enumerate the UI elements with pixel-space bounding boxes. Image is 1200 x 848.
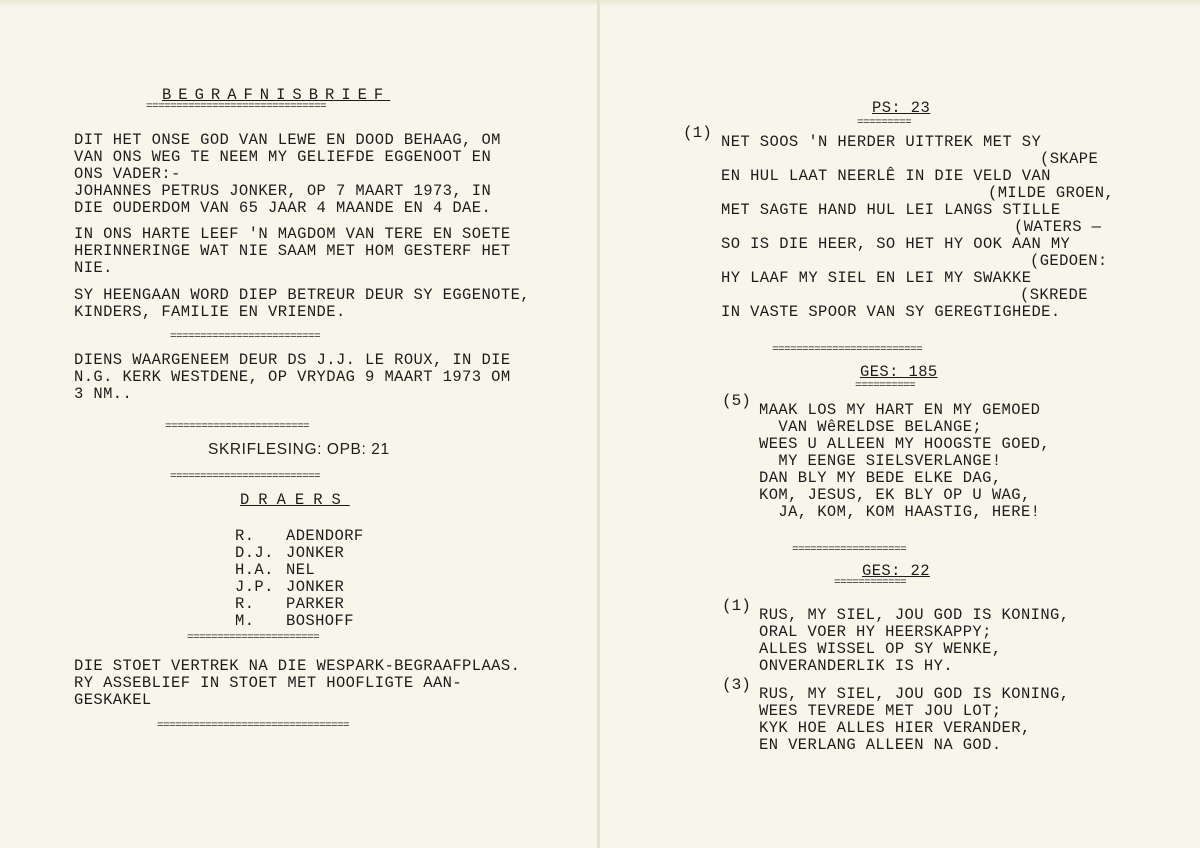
verse-line: ALLES WISSEL OP SY WENKE, [759,640,1002,658]
bearer-name: BOSHOFF [286,612,354,630]
hymn-heading: GES: 185 [860,363,938,381]
text-line: N.G. KERK WESTDENE, OP VRYDAG 9 MAART 1973 OM [74,368,511,386]
separator-rule: ====================== [187,632,320,644]
heading-rule: ========= [857,117,912,129]
hymn-heading: GES: 22 [862,562,930,580]
bearer-name: ADENDORF [286,527,364,545]
separator-rule: ======================== [165,421,310,433]
scripture-reading: SKRIFLESING: OPB: 21 [208,441,390,458]
text-line: DIENS WAARGENEEM DEUR DS J.J. LE ROUX, IN DIE [74,351,511,369]
psalm-heading: PS: 23 [872,99,931,117]
separator-rule: ========================= [772,344,923,356]
text-line: DIE OUDERDOM VAN 65 JAAR 4 MAANDE EN 4 DAE. [74,199,492,217]
bearer-initials: D.J. [235,544,274,562]
heading-rule: ========== [855,380,916,392]
bearer-name: PARKER [286,595,345,613]
verse-line: JA, KOM, KOM HAASTIG, HERE! [759,503,1041,521]
text-line: HERINNERINGE WAT NIE SAAM MET HOM GESTERF HET [74,242,511,260]
separator-rule: =================== [792,544,907,556]
verse-line: EN HUL LAAT NEERLÊ IN DIE VELD VAN [721,167,1051,185]
verse-line-continuation: (SKAPE [1040,150,1099,168]
text-line: SY HEENGAAN WORD DIEP BETREUR DEUR SY EGGENOTE, [74,286,530,304]
paper-edge-shadow [0,0,1200,6]
separator-rule: ========================= [170,471,321,483]
verse-line: NET SOOS 'N HERDER UITTREK MET SY [721,133,1042,151]
verse-line: KYK HOE ALLES HIER VERANDER, [759,719,1031,737]
bearer-name: JONKER [286,578,345,596]
bearer-initials: R. [235,595,255,613]
separator-rule: ========================= [170,331,321,343]
text-line: DIE STOET VERTREK NA DIE WESPARK-BEGRAAFPLAAS. [74,657,521,675]
text-line: ONS VADER:- [74,165,181,183]
verse-line: MET SAGTE HAND HUL LEI LANGS STILLE [721,201,1061,219]
verse-number: (1) [683,124,712,142]
verse-line: KOM, JESUS, EK BLY OP U WAG, [759,486,1031,504]
separator-rule: ================================ [157,720,350,732]
bearer-initials: H.A. [235,561,274,579]
verse-line-continuation: (WATERS — [1014,218,1102,236]
verse-number: (3) [722,676,751,694]
bearer-name: JONKER [286,544,345,562]
verse-line: WEES U ALLEEN MY HOOGSTE GOED, [759,435,1051,453]
verse-line-continuation: (GEDOEN: [1030,252,1108,270]
bearer-initials: M. [235,612,255,630]
verse-line: ORAL VOER HY HEERSKAPPY; [759,623,992,641]
verse-line: WEES TEVREDE MET JOU LOT; [759,702,1002,720]
verse-line: RUS, MY SIEL, JOU GOD IS KONING, [759,685,1070,703]
text-line: IN ONS HARTE LEEF 'N MAGDOM VAN TERE EN SOETE [74,225,511,243]
verse-line: EN VERLANG ALLEEN NA GOD. [759,736,1002,754]
title-rule: ============================== [146,101,327,113]
text-line: VAN ONS WEG TE NEEM MY GELIEFDE EGGENOOT EN [74,148,492,166]
bearers-heading: DRAERS [240,491,350,509]
verse-line: MY EENGE SIELSVERLANGE! [759,452,1002,470]
bearer-name: NEL [286,561,316,579]
text-line: GESKAKEL [74,691,152,709]
text-line: 3 NM.. [74,385,133,403]
text-line: NIE. [74,259,113,277]
verse-line-continuation: (MILDE GROEN, [988,184,1115,202]
verse-line: IN VASTE SPOOR VAN SY GEREGTIGHEDE. [721,303,1061,321]
verse-line: ONVERANDERLIK IS HY. [759,657,954,675]
verse-line: DAN BLY MY BEDE ELKE DAG, [759,469,1002,487]
verse-line: HY LAAF MY SIEL EN LEI MY SWAKKE [721,269,1032,287]
verse-line: SO IS DIE HEER, SO HET HY OOK AAN MY [721,235,1071,253]
text-line: DIT HET ONSE GOD VAN LEWE EN DOOD BEHAAG, OM [74,131,501,149]
text-line: KINDERS, FAMILIE EN VRIENDE. [74,303,346,321]
page-fold [597,0,600,848]
text-line: RY ASSEBLIEF IN STOET MET HOOFLIGTE AAN- [74,674,463,692]
verse-number: (1) [722,597,751,615]
verse-line-continuation: (SKREDE [1020,286,1088,304]
verse-line: VAN WêRELDSE BELANGE; [759,418,983,436]
verse-line: RUS, MY SIEL, JOU GOD IS KONING, [759,606,1070,624]
verse-line: MAAK LOS MY HART EN MY GEMOED [759,401,1041,419]
text-line: JOHANNES PETRUS JONKER, OP 7 MAART 1973, IN [74,182,492,200]
heading-rule: ============ [834,577,907,589]
bearer-initials: J.P. [235,578,274,596]
document-title: BEGRAFNISBRIEF [162,86,391,104]
verse-number: (5) [722,392,751,410]
bearer-initials: R. [235,527,255,545]
